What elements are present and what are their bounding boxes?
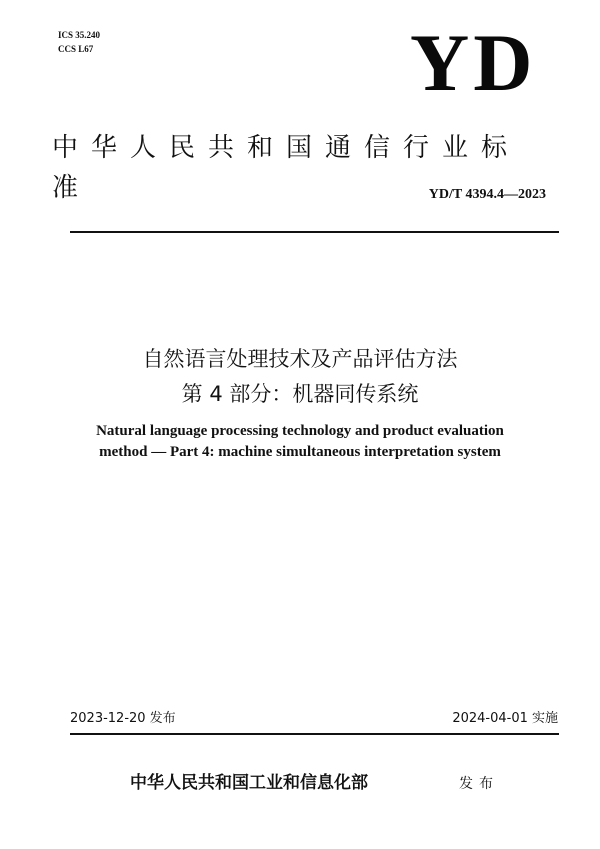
ccs-code: CCS L67 [58,44,94,54]
standard-name: 中华人民共和国通信行业标准 [52,133,521,203]
top-divider [70,231,559,233]
ics-code: ICS 35.240 [58,30,101,40]
standard-number: YD/T 4394.4—2023 [428,187,546,202]
publish-date: 2023-12-20 发布 [70,711,176,726]
issuing-authority: 中华人民共和国工业和信息化部 [130,773,368,793]
title-en-line2: method — Part 4: machine simultaneous interpretation system [99,444,501,460]
implement-date: 2024-04-01 实施 [452,711,558,726]
title-cn-line1: 自然语言处理技术及产品评估方法 [142,347,458,371]
issue-label: 发布 [459,776,499,792]
bottom-divider [70,733,559,735]
yd-logo: YD [410,17,537,108]
classification-codes [58,28,100,56]
title-en-line1: Natural language processing technology and product evaluation [96,423,504,439]
title-cn-line2: 第 4 部分：机器同传系统 [181,382,419,406]
